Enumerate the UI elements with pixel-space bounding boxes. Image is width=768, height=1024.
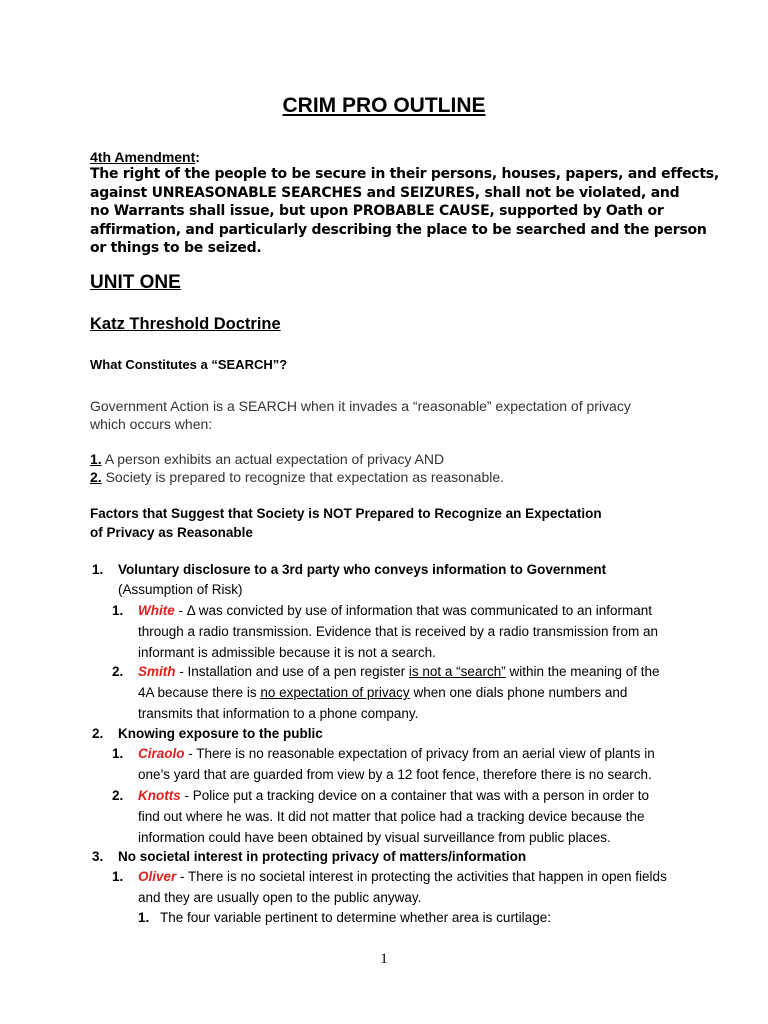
case-text: transmits that information to a phone company. (138, 706, 419, 721)
requirement-number: 2. (90, 469, 102, 485)
amendment-heading (90, 149, 200, 165)
case-text: through a radio transmission. Evidence that is received by a radio transmission from an (138, 624, 659, 639)
case-text-underlined: no expectation of privacy (260, 685, 410, 700)
paragraph-line: Government Action is a SEARCH when it invades a “reasonable” expectation of privacy (90, 398, 631, 414)
case-text: when one dials phone numbers and (409, 685, 628, 700)
case-text-underlined: is not a “search” (408, 664, 506, 679)
amendment-text (90, 165, 719, 258)
case-name: Knotts (138, 788, 181, 803)
case-text: and they are usually open to the public anyway. (138, 890, 422, 905)
case-number: 1. (112, 603, 124, 618)
factor-title: No societal interest in protecting privacy of matters/information (118, 849, 527, 864)
factor-number: 1. (92, 562, 104, 577)
requirement-item (90, 469, 504, 485)
case-text: find out where he was. It did not matter that police had a tracking device because the (138, 809, 645, 824)
page-number: 1 (380, 951, 388, 967)
case-text: - Police put a tracking device on a container that was with a person in order to (180, 788, 650, 803)
case-text: information could have been obtained by visual surveillance from public places. (138, 830, 611, 845)
factors-heading-line: Factors that Suggest that Society is NOT Prepared to Recognize an Expectation (90, 506, 602, 521)
amendment-heading-colon: : (195, 149, 200, 165)
factor-subtitle: (Assumption of Risk) (118, 582, 243, 597)
factors-heading-line: of Privacy as Reasonable (90, 524, 253, 540)
requirement-text: A person exhibits an actual expectation of privacy AND (104, 451, 445, 467)
case-number: 2. (112, 664, 124, 679)
question-heading: What Constitutes a “SEARCH”? (90, 357, 288, 372)
page-title: CRIM PRO OUTLINE (282, 94, 486, 117)
paragraph-line: which occurs when: (90, 416, 213, 432)
case-number: 1. (112, 869, 124, 884)
case-name: White (138, 603, 175, 618)
case-text: one’s yard that are guarded from view by a 12 foot fence, therefore there is no search. (138, 767, 652, 782)
case-text: - Δ was convicted by use of information that was communicated to an informant (174, 603, 652, 618)
amendment-line: affirmation, and particularly describing the place to be searched and the person (90, 221, 707, 238)
factor-title: Voluntary disclosure to a 3rd party who conveys information to Government (118, 562, 607, 577)
requirement-text: Society is prepared to recognize that expectation as reasonable. (105, 469, 505, 485)
sub-item-number: 1. (138, 910, 150, 925)
government-action-paragraph (90, 397, 631, 433)
factor-number: 2. (92, 726, 104, 741)
case-text: informant is admissible because it is not a search. (138, 645, 436, 660)
factors-heading (90, 505, 602, 542)
amendment-line: against UNREASONABLE SEARCHES and SEIZURES, shall not be violated, and (90, 184, 680, 201)
requirement-item (90, 451, 444, 467)
case-text: within the meaning of the (505, 664, 660, 679)
sub-item-text: The four variable pertinent to determine whether area is curtilage: (160, 910, 551, 925)
case-number: 1. (112, 746, 124, 761)
factor-number: 3. (92, 849, 104, 864)
requirement-number: 1. (90, 451, 102, 467)
case-text: - Installation and use of a pen register (175, 664, 409, 679)
factor-title: Knowing exposure to the public (118, 726, 323, 741)
case-name: Ciraolo (138, 746, 185, 761)
case-name: Oliver (138, 869, 177, 884)
amendment-heading-text: 4th Amendment (90, 149, 196, 165)
case-number: 2. (112, 788, 124, 803)
case-text: - There is no societal interest in protecting the activities that happen in open fields (176, 869, 667, 884)
case-text: - There is no reasonable expectation of privacy from an aerial view of plants in (184, 746, 655, 761)
amendment-line: or things to be seized. (90, 240, 262, 256)
unit-heading: UNIT ONE (90, 272, 181, 293)
case-name: Smith (138, 664, 176, 679)
case-text: 4A because there is (138, 685, 261, 700)
doctrine-heading: Katz Threshold Doctrine (90, 315, 281, 333)
amendment-line: The right of the people to be secure in their persons, houses, papers, and effects, (90, 166, 719, 182)
amendment-line: no Warrants shall issue, but upon PROBABLE CAUSE, supported by Oath or (90, 203, 664, 219)
